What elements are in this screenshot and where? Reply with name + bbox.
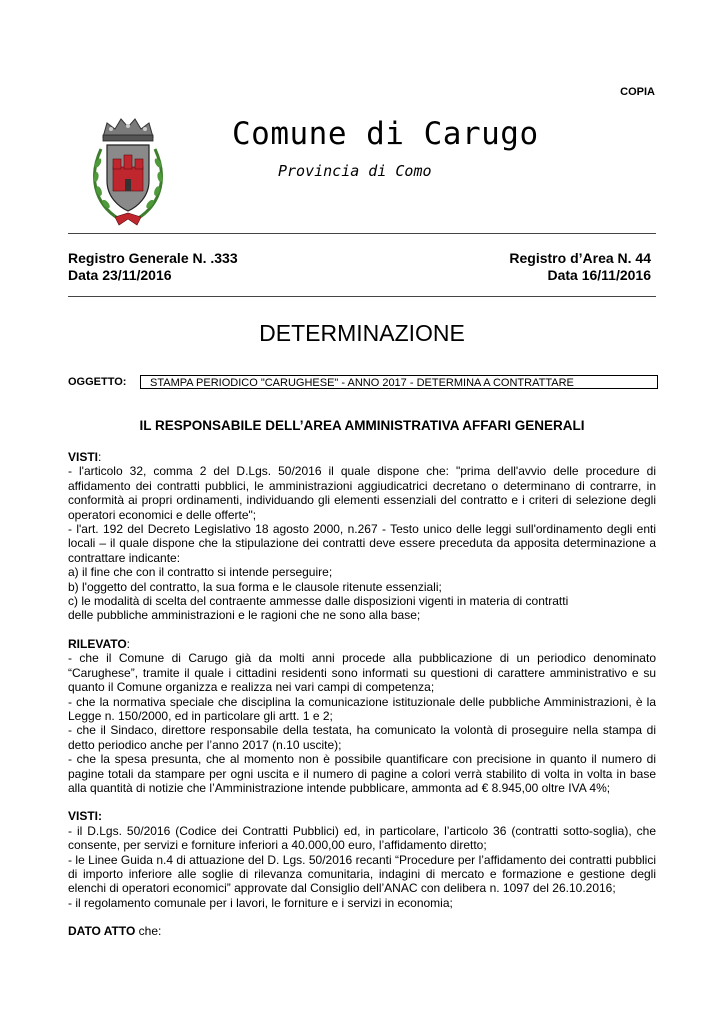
general-number: Registro Generale N. .333: [68, 250, 238, 266]
province-name: Provincia di Como: [278, 162, 432, 180]
municipality-name: Comune di Carugo: [232, 116, 539, 152]
general-date: Data 23/11/2016: [68, 267, 172, 283]
rilevato-heading: RILEVATO:: [68, 636, 131, 651]
paragraph: - le Linee Guida n.4 di attuazione del D. Lgs. 50/2016 recanti “Procedure per l’affidamento dei contratti pubblici di importo inferiore alle soglie di rilevanza comunitaria, indagini di mercato e formazione e gestione degli elenchi di operatori economici” approvate dal Consiglio dell’ANAC con delibera n. 1097 del 26.10.2016;: [68, 852, 656, 896]
header-divider: [68, 233, 656, 234]
registry-general: [68, 250, 238, 284]
paragraph: c) le modalità di scelta del contraente ammesse dalle disposizioni vigenti in materia di contratti: [68, 594, 569, 609]
paragraph: - il D.Lgs. 50/2016 (Codice dei Contratti Pubblici) ed, in particolare, l’articolo 36 (contratti sotto-soglia), che consente, per servizi e forniture inferiori a 40.000,00 euro, l’affidamento diretto;: [68, 823, 656, 853]
visti-heading-2: VISTI:: [68, 809, 103, 824]
paragraph: delle pubbliche amministrazioni e le ragioni che ne sono alla base;: [68, 608, 421, 623]
responsible-heading: IL RESPONSABILE DELL’AREA AMMINISTRATIVA AFFARI GENERALI: [139, 418, 585, 433]
copy-mark: COPIA: [620, 86, 655, 98]
registry-divider: [68, 296, 656, 297]
paragraph: - che il Comune di Carugo già da molti anni procede alla pubblicazione di un periodico denominato “Carughese”, tramite il quale i cittadini residenti sono informati su questioni di carattere amministrativo e su quanto il Comune organizza e realizza nei vari campi di competenza;: [68, 651, 656, 695]
dato-atto-heading: DATO ATTO che:: [68, 924, 162, 939]
area-number: Registro d’Area N. 44: [509, 250, 651, 266]
visti-heading: VISTI:: [68, 450, 102, 464]
subject-box: STAMPA PERIODICO "CARUGHESE" - ANNO 2017 - DETERMINA A CONTRATTARE: [140, 375, 658, 389]
paragraph: - che la spesa presunta, che al momento non è possibile quantificare con precisione in quanto il numero di pagine totali da stampare per ogni uscita e il numero di pagine a colori verrà stabilito di volta in volta in base alla quantità di notizie che l’Amministrazione intende pubblicare, ammonta ad € 8.945,00 oltre IVA 4%;: [68, 752, 656, 795]
paragraph: b) l'oggetto del contratto, la sua forma e le clausole ritenute essenziali;: [68, 579, 442, 594]
paragraph: a) il fine che con il contratto si intende perseguire;: [68, 565, 333, 580]
document-type: DETERMINAZIONE: [259, 320, 465, 346]
paragraph: - l'art. 192 del Decreto Legislativo 18 agosto 2000, n.267 - Testo unico delle leggi sull'ordinamento degli enti locali – il quale dispone che la stipulazione dei contratti deve essere preceduta da apposita determinazione a contrattare indicante:: [68, 522, 656, 565]
paragraph: - il regolamento comunale per i lavori, le forniture e i servizi in economia;: [68, 895, 453, 910]
document-body: [68, 450, 656, 939]
paragraph: - l'articolo 32, comma 2 del D.Lgs. 50/2016 il quale dispone che: "prima dell'avvio delle procedure di affidamento dei contratti pubblici, le amministrazioni aggiudicatrici decretano o determinano di contrarre, in conformità ai propri ordinamenti, individuando gli elementi essenziali del contratto e i criteri di selezione degli operatori economici e delle offerte";: [68, 464, 656, 522]
registry-area: [509, 250, 651, 284]
municipal-crest-icon: [93, 115, 163, 231]
subject-label: OGGETTO:: [68, 376, 127, 388]
paragraph: - che la normativa speciale che disciplina la comunicazione istituzionale delle pubbliche Amministrazioni, è la Legge n. 150/2000, ed in particolare gli artt. 1 e 2;: [68, 694, 656, 723]
area-date: Data 16/11/2016: [547, 267, 651, 283]
paragraph: - che il Sindaco, direttore responsabile della testata, ha comunicato la volontà di proseguire nella stampa di detto periodico anche per l’anno 2017 (n.10 uscite);: [68, 723, 656, 752]
